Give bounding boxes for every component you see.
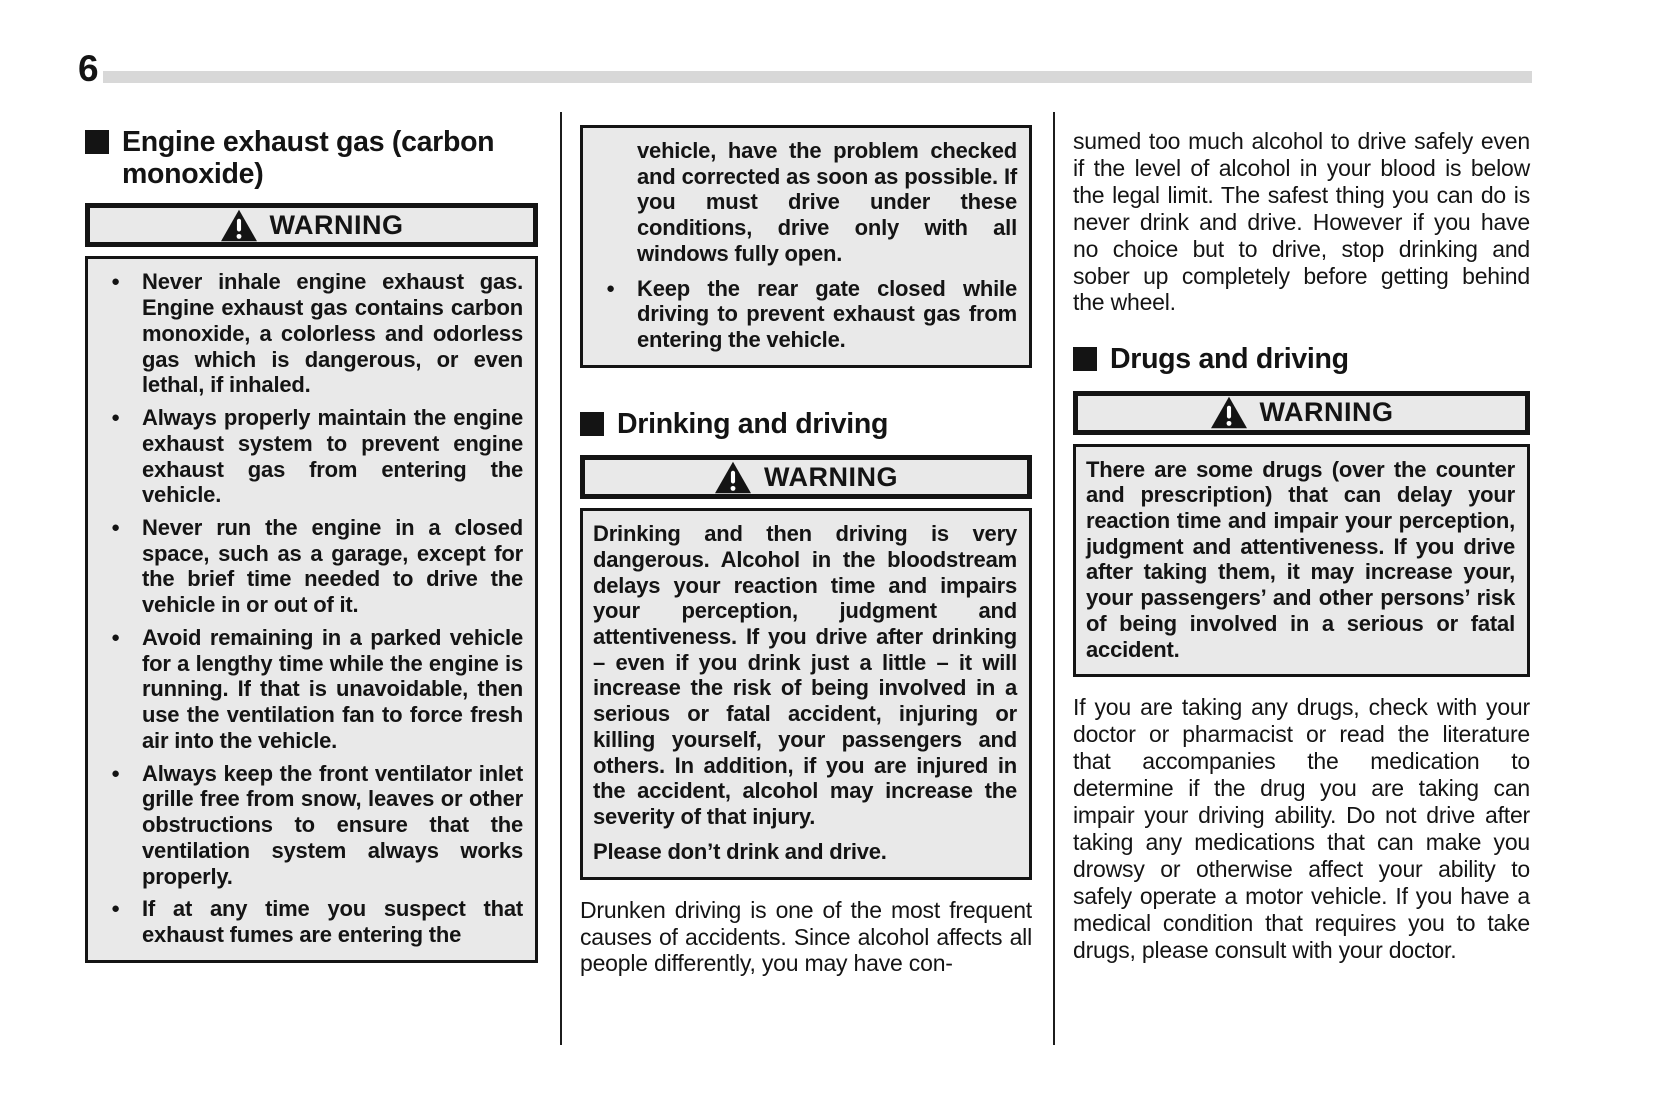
left-column	[85, 112, 538, 963]
bullet-icon: ●	[111, 273, 120, 291]
warning-label: WARNING	[1259, 397, 1394, 428]
list-item-text: Avoid remaining in a parked vehicle for a lengthy time while the engine is running. If that is unavoidable, then use the ventilation fan to force fresh air into the vehicle.	[142, 624, 523, 753]
column-divider	[1053, 112, 1055, 1045]
bullet-icon: ●	[111, 900, 120, 918]
warning-box-continuation	[580, 125, 1032, 368]
list-item-text: Keep the rear gate closed while driving to prevent exhaust gas from entering the vehicle.	[637, 275, 1017, 353]
bullet-icon: ●	[111, 764, 120, 782]
list-item	[98, 269, 523, 398]
body-paragraph: Drunken driving is one of the most frequent causes of accidents. Since alcohol affects all people differently, you may have con-	[580, 896, 1032, 977]
column-divider	[560, 112, 562, 1045]
list-item	[98, 896, 523, 947]
warning-box-drinking-driving	[580, 508, 1032, 880]
list-item-text: Always keep the front ventilator inlet grille free from snow, leaves or other obstructions to ensure that the ventilation system always works properly.	[142, 760, 523, 889]
warning-closing-line: Please don’t drink and drive.	[593, 838, 887, 864]
bullet-icon: ●	[111, 628, 120, 646]
bullet-icon: ●	[606, 279, 615, 297]
warning-triangle-icon	[714, 461, 752, 494]
section-square-icon	[85, 130, 109, 154]
warning-paragraph: vehicle, have the problem checked and corrected as soon as possible. If you must drive under these conditions, drive only with all windows fully open.	[637, 138, 1017, 266]
section-heading-text: Engine exhaust gas (carbon monoxide)	[122, 126, 495, 191]
list-item-text: If at any time you suspect that exhaust fumes are entering the	[142, 896, 523, 948]
list-item	[98, 625, 523, 754]
bullet-icon: ●	[111, 409, 120, 427]
list-item	[98, 405, 523, 508]
list-item	[593, 276, 1017, 353]
warning-triangle-icon	[1210, 396, 1248, 429]
warning-paragraph: There are some drugs (over the counter and prescription) that can delay your reaction time and impair your perception, judgment and attentiveness. If you drive after taking them, it may increase your, your passengers’ and other persons’ risk of being involved in a serious or fatal accident.	[1086, 456, 1515, 662]
body-paragraph: sumed too much alcohol to drive safely even if the level of alcohol in your blood is below the legal limit. The safest thing you can do is never drink and drive. However if you have no choice but to drive, stop drinking and sober up completely before getting behind the wheel.	[1073, 128, 1530, 316]
section-heading-text: Drugs and driving	[1110, 343, 1349, 376]
warning-box-drugs-driving	[1073, 444, 1530, 678]
list-item	[98, 515, 523, 618]
section-heading-engine-exhaust	[85, 126, 538, 190]
section-heading-drinking-driving	[580, 408, 1032, 440]
warning-header	[85, 203, 538, 247]
warning-header	[580, 455, 1032, 499]
section-square-icon	[580, 412, 604, 436]
list-item	[98, 761, 523, 890]
warning-paragraph: Drinking and then driving is very dangerous. Alcohol in the bloodstream delays your reaction time and impairs your perception, judgment and attentiveness. If you drive after drinking – even if you drink just a little – it will increase the risk of being involved in a serious or fatal accident, injuring or killing yourself, your passengers and others. In addition, if you are injured in the accident, alcohol may increase the severity of that injury.	[593, 521, 1017, 830]
bullet-icon: ●	[111, 519, 120, 537]
section-square-icon	[1073, 347, 1097, 371]
page-number: 6	[78, 48, 99, 89]
middle-column	[580, 112, 1032, 977]
section-heading-text: Drinking and driving	[617, 407, 889, 440]
warning-header	[1073, 391, 1530, 435]
body-paragraph: If you are taking any drugs, check with your doctor or pharmacist or read the literature that accompanies the medication to determine if the drug you are taking can impair your driving ability. Do not drive after taking any medications that can make you drowsy or otherwise affect your ability to safely operate a motor vehicle. If you have a medical condition that requires you to take drugs, please consult with your doctor.	[1073, 694, 1530, 963]
list-item-text: Never run the engine in a closed space, such as a garage, except for the brief time needed to drive the vehicle in or out of it.	[142, 515, 523, 618]
warning-box-engine-exhaust	[85, 256, 538, 962]
right-column	[1073, 112, 1530, 963]
warning-label: WARNING	[764, 461, 898, 492]
warning-label: WARNING	[269, 209, 404, 240]
section-heading-drugs-driving	[1073, 343, 1530, 375]
warning-triangle-icon	[220, 209, 258, 242]
list-item-text: Never inhale engine exhaust gas. Engine exhaust gas contains carbon monoxide, a colorless and odorless gas which is dangerous, or even lethal, if inhaled.	[142, 269, 523, 398]
header-rule	[103, 71, 1532, 83]
list-item-text: Always properly maintain the engine exhaust system to prevent engine exhaust gas from entering the vehicle.	[142, 405, 523, 508]
